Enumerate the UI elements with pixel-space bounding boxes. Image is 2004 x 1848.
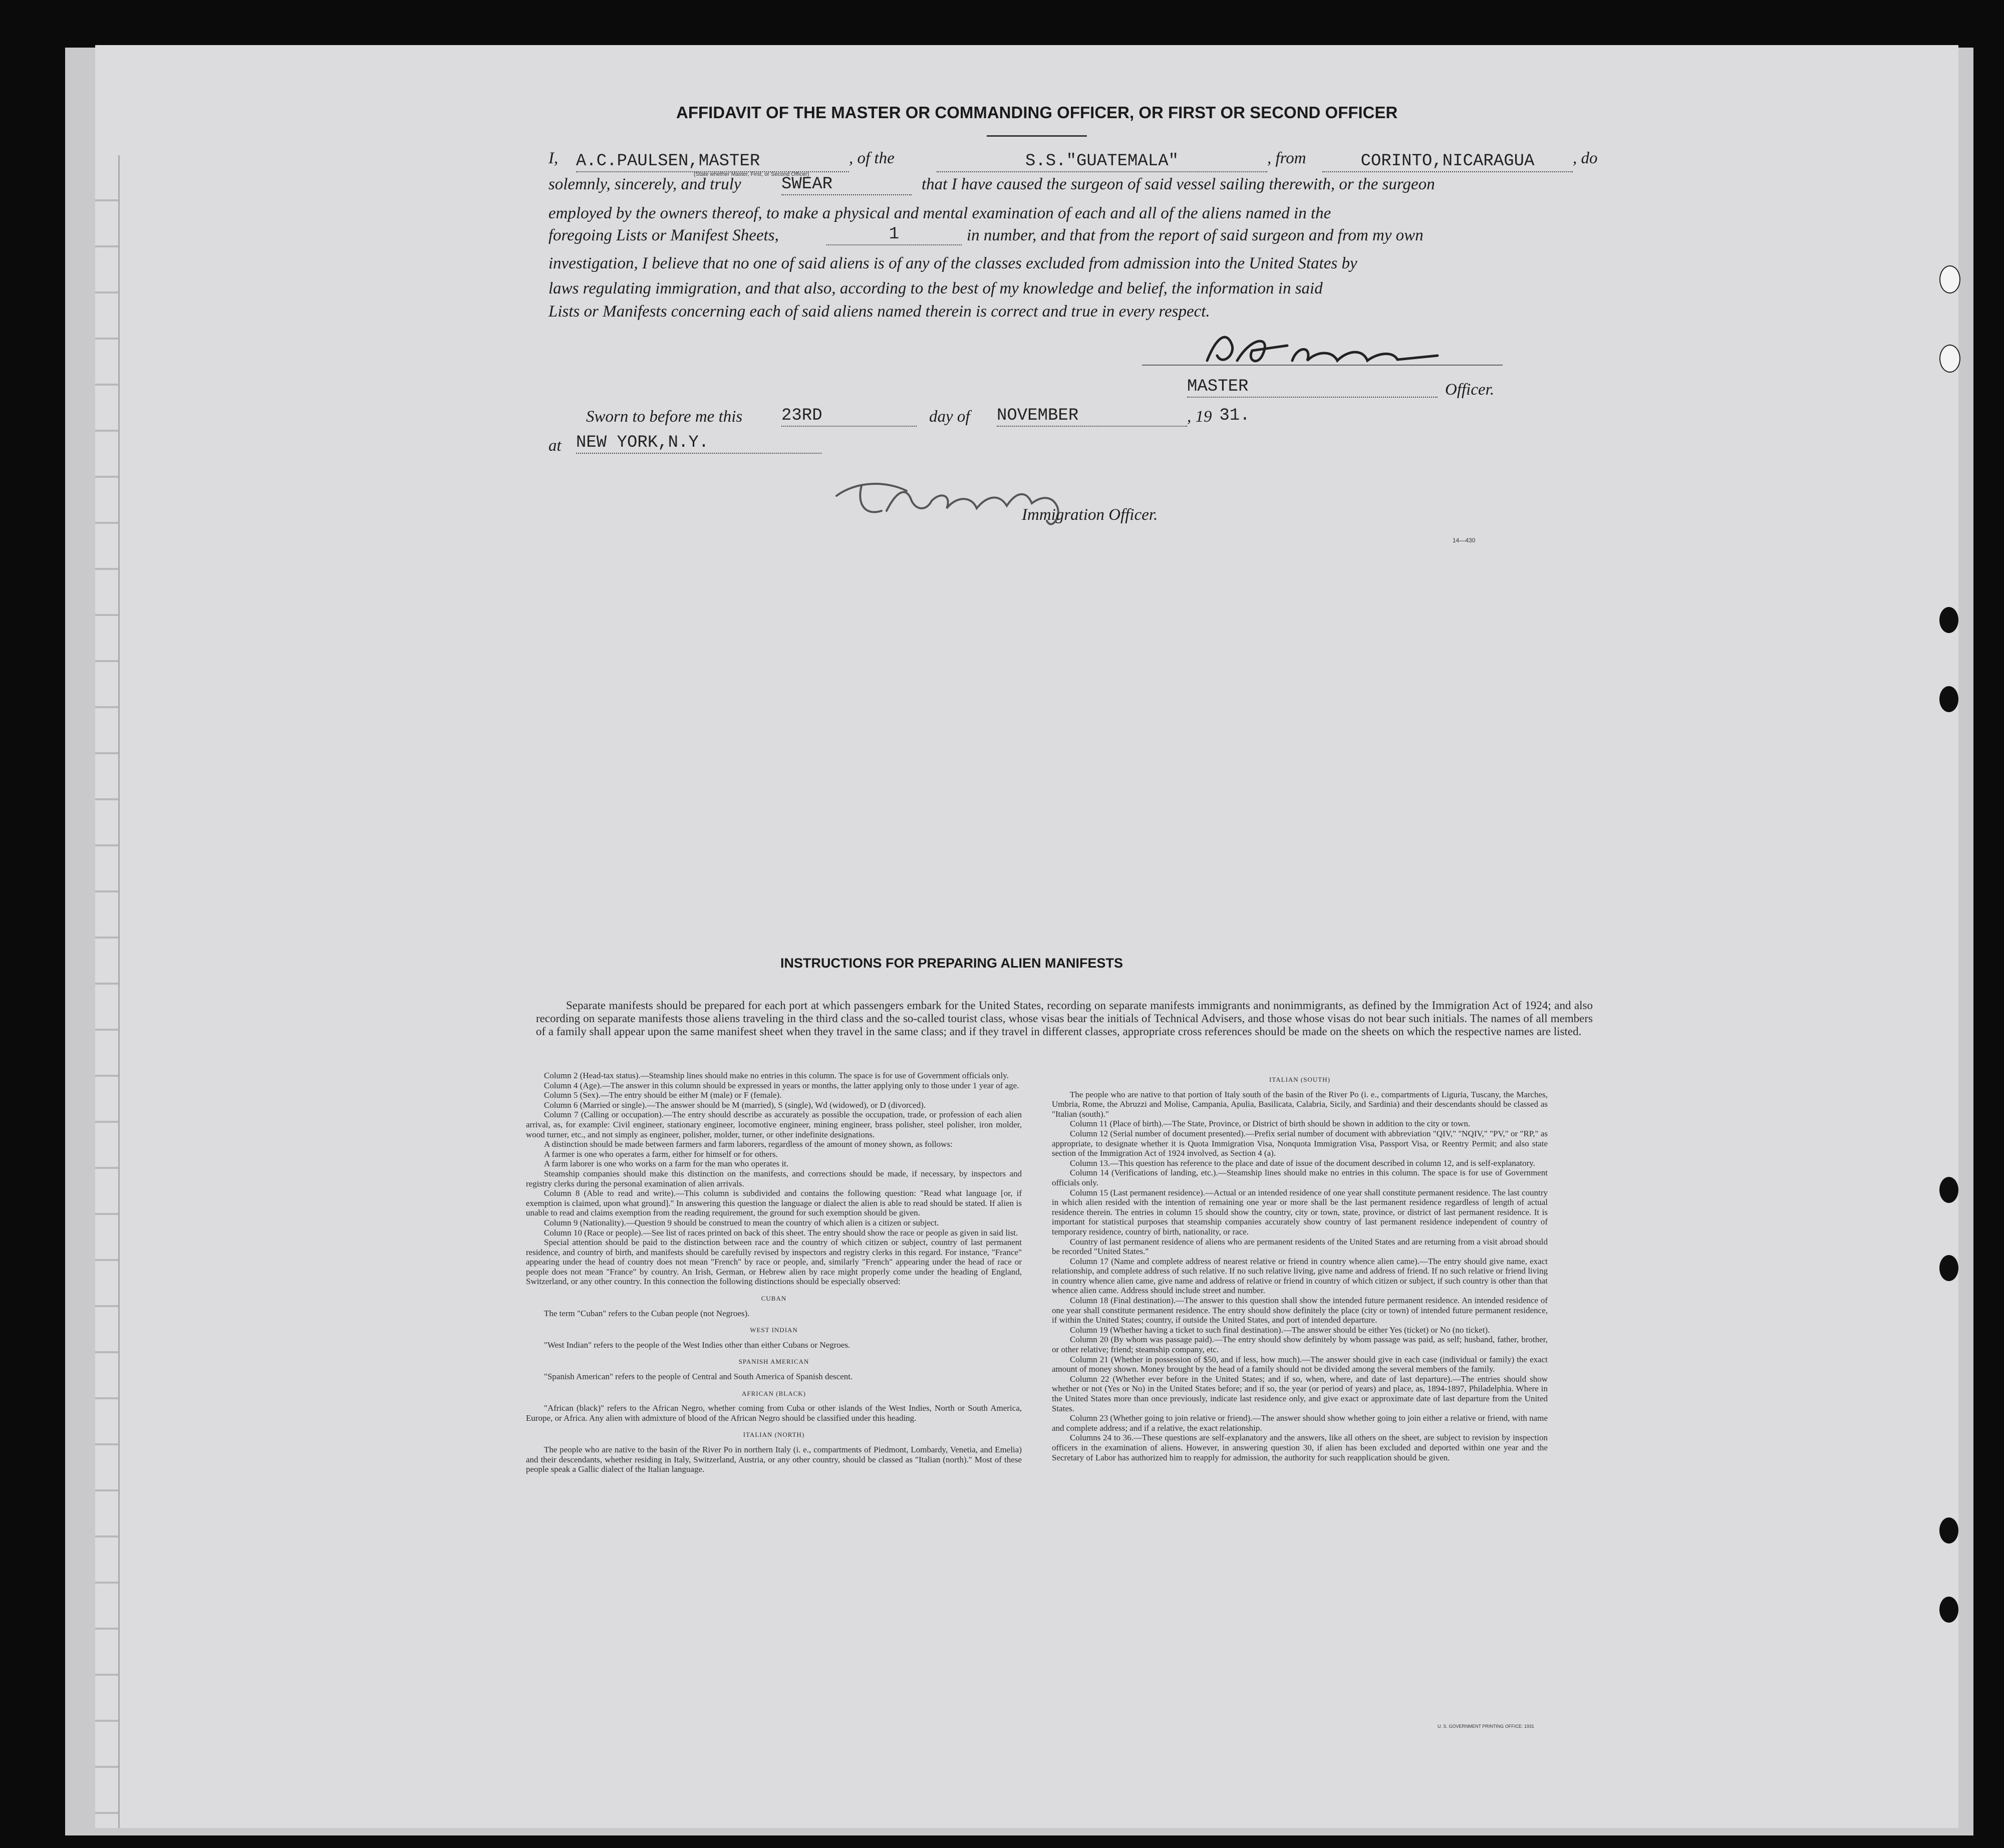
binder-hole <box>1939 265 1960 293</box>
affidavit-i: I, <box>548 149 558 167</box>
officer-title: MASTER <box>1187 377 1438 398</box>
year-prefix: , 19 <box>1187 408 1212 426</box>
west-indian-definition: "West Indian" refers to the people of the West Indies other than either Cubans or Negroes. <box>544 1340 850 1350</box>
immigration-officer-label: Immigration Officer. <box>1022 506 1158 524</box>
col13-instruction: Column 13.—This question has reference to the place and date of issue of the document described in column 12, and is self-explanatory. <box>1070 1158 1535 1168</box>
instructions-title: INSTRUCTIONS FOR PREPARING ALIEN MANIFESTS <box>780 956 1123 971</box>
underlying-sheet-rules <box>95 155 120 1828</box>
us-residence-instruction: Country of last permanent residence of aliens who are permanent residents of the United States and are returning from a visit abroad should be recorded "United States." <box>1052 1237 1548 1257</box>
affidavit-title: AFFIDAVIT OF THE MASTER OR COMMANDING OFFICER, OR FIRST OR SECOND OFFICER <box>676 103 1398 122</box>
master-signature-line <box>1142 365 1503 366</box>
affidavit-line-4a: foregoing Lists or Manifest Sheets, <box>548 226 779 244</box>
master-signature <box>1187 326 1448 376</box>
heading-african-black: AFRICAN (BLACK) <box>741 1389 806 1397</box>
col12-instruction: Column 12 (Serial number of document presented).—Prefix serial number of document with abbreviation "QIV," "NQIV," "PV," or "RP," as appropriate, to designate whether it is Quota Immigration Visa, Nonquota Immigration Visa, Passport Visa, or Reentry Permit; and also state section of the Immigration Act of 1924 involved, as Section 4 (a). <box>1052 1128 1548 1158</box>
col8-instruction: Column 8 (Able to read and write).—This column is subdivided and contains the following question: "Read what language [or, if exemption is claimed, upon what ground]." In answering this question the language or dialect the alien is able to read should be stated. If alien is unable to read and claims exemption from the reading requirement, the ground for such exemption should be given. <box>526 1188 1022 1218</box>
sworn-month: NOVEMBER <box>997 406 1187 427</box>
sworn-day: 23RD <box>781 406 917 427</box>
farmer-distinction: A distinction should be made between farmers and farm laborers, regardless of the amount of money shown, as follows: <box>544 1139 953 1149</box>
sworn-label: Sworn to before me this <box>586 408 743 426</box>
col18-instruction: Column 18 (Final destination).—The answer to this question shall show the intended future permanent residence. An intended residence of one year shall constitute permanent residence. The entry should show definitely the place (city or town) of intended future permanent residence, if within the United States; country, if outside the United States, and port of intended departure. <box>1052 1296 1548 1325</box>
solemnly-label: solemnly, sincerely, and truly <box>548 175 741 193</box>
col2-instruction: Column 2 (Head-tax status).—Steamship lines should make no entries in this column. The space is for use of Government officials only. <box>544 1071 1009 1080</box>
manifest-sheet-count: 1 <box>826 224 962 245</box>
binder-hole <box>1939 345 1960 373</box>
affidavit-line-7: Lists or Manifests concerning each of said aliens named therein is correct and true in every respect. <box>548 302 1210 321</box>
col15-instruction: Column 15 (Last permanent residence).—Actual or an intended residence of one year shall constitute permanent residence. The last country in which alien resided with the intention of remaining one year or more shall be the last permanent residence regardless of length of actual residence therein. The entries in column 15 should show the country, city or town, state, province, or district of last permanent residence. It is important for statistical purposes that steamship companies accurately show country of last permanent residence independent of country of temporary residence, country of birth, nationality, or race. <box>1052 1187 1548 1237</box>
vessel-name: S.S."GUATEMALA" <box>937 151 1267 172</box>
col23-instruction: Column 23 (Whether going to join relative or friend).—The answer should show whether going to join either a relative or friend, with name and complete address; and if a relative, the exact relationship. <box>1052 1413 1548 1433</box>
col10-instruction: Column 10 (Race or people).—See list of races printed on back of this sheet. The entry should show the race or people as given in said list. <box>544 1227 1018 1238</box>
col9-instruction: Column 9 (Nationality).—Question 9 should be construed to mean the country of which alien is a citizen or subject. <box>544 1217 939 1227</box>
heading-cuban: CUBAN <box>761 1295 787 1303</box>
col21-instruction: Column 21 (Whether in possession of $50, and if less, how much).—The answer should give in each case (individual or family) the exact amount of money shown. Money brought by the head of a family should not be divided among the several members of the family. <box>1052 1354 1548 1374</box>
farm-laborer-definition: A farm laborer is one who works on a farm for the man who operates it. <box>544 1159 789 1169</box>
col11-instruction: Column 11 (Place of birth).—The State, Province, or District of birth should be shown in addition to the city or town. <box>1070 1119 1471 1129</box>
col7-instruction: Column 7 (Calling or occupation).—The entry should describe as accurately as possible the occupation, trade, or profession of each alien arrival, as, for example: Civil engineer, stationary engineer, locomotive engineer, mining engineer, brass polisher, steel polisher, iron molder, wood turner, etc., and not simply as engineer, polisher, molder, turner, or other indefinite designations. <box>526 1110 1022 1139</box>
binder-hole <box>1939 1597 1958 1623</box>
col20-instruction: Column 20 (By whom was passage paid).—The entry should show definitely by whom passage was paid, as self; husband, father, brother, or other relative; friend; steamship company, etc. <box>1052 1335 1548 1355</box>
col14-instruction: Column 14 (Verifications of landing, etc.).—Steamship lines should make no entries in this column. The space is for use of Government officials only. <box>1052 1168 1548 1187</box>
col22-instruction: Column 22 (Whether ever before in the United States; and if so, when, where, and date of last departure).—The entries should show whether or not (Yes or No) in the United States before; and if so, the year (or period of years) and place, as, 1894-1897, Philadelphia. Where in the United States more than once previously, indicate last residence only, and give exact or approximate date of last departure from the United States. <box>1052 1374 1548 1413</box>
spanish-american-definition: "Spanish American" refers to the people of Central and South America of Spanish descent. <box>544 1372 853 1382</box>
col17-instruction: Column 17 (Name and complete address of nearest relative or friend in country whence alien came).—The entry should give name, exact relationship, and complete address of such relative. If no such relative living, give name and address of friend. If no such relative or friend living in country whence alien came, give name and address of relative or friend in country of which citizen or subject, if such country is other than that whence alien came. Address should include street and number. <box>1052 1256 1548 1296</box>
farmer-definition: A farmer is one who operates a farm, either for himself or for others. <box>544 1149 778 1159</box>
heading-italian-north: ITALIAN (NORTH) <box>743 1431 805 1439</box>
col19-instruction: Column 19 (Whether having a ticket to such final destination).—The answer should be either Yes (ticket) or No (no ticket). <box>1070 1325 1490 1335</box>
sworn-place: NEW YORK,N.Y. <box>576 433 821 454</box>
oath-type: SWEAR <box>781 174 912 195</box>
col4-instruction: Column 4 (Age).—The answer in this column should be expressed in years or months, the latter applying only to those under 1 year of age. <box>544 1080 1019 1090</box>
italian-south-definition: The people who are native to that portion of Italy south of the basin of the River Po (i. e., compartments of Liguria, Tuscany, the Marches, Umbria, Rome, the Abruzzi and Molise, Campania, Apulia, Basilicata, Calabria, Sicily, and Sardinia) and their descendants should be classed as "Italian (south)." <box>1052 1089 1548 1119</box>
binder-hole <box>1939 1517 1958 1544</box>
binder-hole <box>1939 1177 1958 1203</box>
day-of-label: day of <box>929 408 970 426</box>
printing-office-footer: U. S. GOVERNMENT PRINTING OFFICE: 1931 <box>1438 1724 1534 1729</box>
title-rule <box>987 135 1087 137</box>
italian-north-definition: The people who are native to the basin of the River Po in northern Italy (i. e., compartments of Piedmont, Lombardy, Venetia, and Emelia) and their descendants, whether residing in Italy, Switzerland, Austria, or any other country, should be classed as "Italian (north)." Most of these people speak a Gallic dialect of the Italian language. <box>526 1445 1022 1474</box>
affidavit-line-2: that I have caused the surgeon of said vessel sailing therewith, or the surgeon <box>922 175 1435 193</box>
at-label: at <box>548 437 561 455</box>
affidavit-line-6: laws regulating immigration, and that also, according to the best of my knowledge and belief, the information in said <box>548 279 1323 297</box>
do-label: , do <box>1573 149 1598 167</box>
col5-instruction: Column 5 (Sex).—The entry should be either M (male) or F (female). <box>544 1090 782 1100</box>
affidavit-line-4b: in number, and that from the report of said surgeon and from my own <box>967 226 1423 244</box>
instructions-intro: Separate manifests should be prepared for each port at which passengers embark for the United States, recording on separate manifests immigrants and nonimmigrants, as defined by the Immigration Act of 1924; and also recording on separate manifests those aliens traveling in the third class and the so-called tourist class, whose visas bear the initials of Technical Advisers, and those whose visas do not bear such initials. The names of all members of a family shall appear upon the same manifest sheet when they travel in the same class; and if they travel in different classes, appropriate cross references should be made on the sheets on which the respective names are listed. <box>536 999 1593 1038</box>
master-name: A.C.PAULSEN,MASTER <box>576 151 849 172</box>
african-black-definition: "African (black)" refers to the African Negro, whether coming from Cuba or other islands of the West Indies, North or South America, Europe, or Africa. Any alien with admixture of blood of the African Negro should be classified under this heading. <box>526 1403 1022 1423</box>
binder-hole <box>1939 607 1958 633</box>
immigration-officer-signature <box>826 466 1107 536</box>
heading-west-indian: WEST INDIAN <box>750 1326 798 1334</box>
sworn-year: 31. <box>1219 406 1250 425</box>
col6-instruction: Column 6 (Married or single).—The answer should be M (married), S (single), Wd (widowed), or D (divorced). <box>544 1100 926 1110</box>
officer-rank-note: (State whether Master, First, or Second Officer) <box>694 171 809 177</box>
heading-italian-south: ITALIAN (SOUTH) <box>1269 1076 1330 1083</box>
heading-spanish-american: SPANISH AMERICAN <box>738 1358 809 1366</box>
col24-36-instruction: Columns 24 to 36.—These questions are self-explanatory and the answers, like all others on the sheet, are subject to revision by inspection officers in the examination of aliens. However, in answering question 30, if alien has been excluded and deported within one year and the Secretary of Labor has authorized him to reapply for admission, the authority for such reapplication should be given. <box>1052 1433 1548 1462</box>
race-country-distinction: Special attention should be paid to the distinction between race and the country of which citizen or subject, country of last permanent residence, and country of birth, and manifests should be carefully revised by inspectors and registry clerks in this regard. For instance, "France" appearing under the head of country does not mean "French" by race or people, and, similarly "French" appearing under the head of race or people does not mean "France" by country. An Irish, German, or Hebrew alien by race might properly come under the heading of England, Switzerland, or any other country. In this connection the following distinctions should be especially observed: <box>526 1238 1022 1287</box>
steamship-distinction: Steamship companies should make this distinction on the manifests, and corrections should be made, if necessary, by inspectors and registry clerks during the personal examination of alien arrivals. <box>526 1168 1022 1188</box>
cuban-definition: The term "Cuban" refers to the Cuban people (not Negroes). <box>544 1308 750 1318</box>
departure-port: CORINTO,NICARAGUA <box>1322 151 1573 172</box>
affidavit-line-5: investigation, I believe that no one of said aliens is of any of the classes excluded from admission into the United States by <box>548 254 1357 272</box>
instructions-left-column <box>526 1071 1022 1474</box>
from-label: , from <box>1267 149 1306 167</box>
binder-hole <box>1939 686 1958 712</box>
form-number: 14—430 <box>1453 537 1476 544</box>
of-the-label: , of the <box>849 149 895 167</box>
officer-label: Officer. <box>1445 381 1495 399</box>
affidavit-line-3: employed by the owners thereof, to make a physical and mental examination of each and all of the aliens named in the <box>548 204 1331 222</box>
binder-hole <box>1939 1255 1958 1281</box>
manifest-page <box>95 45 1958 1828</box>
instructions-right-column <box>1052 1075 1548 1462</box>
